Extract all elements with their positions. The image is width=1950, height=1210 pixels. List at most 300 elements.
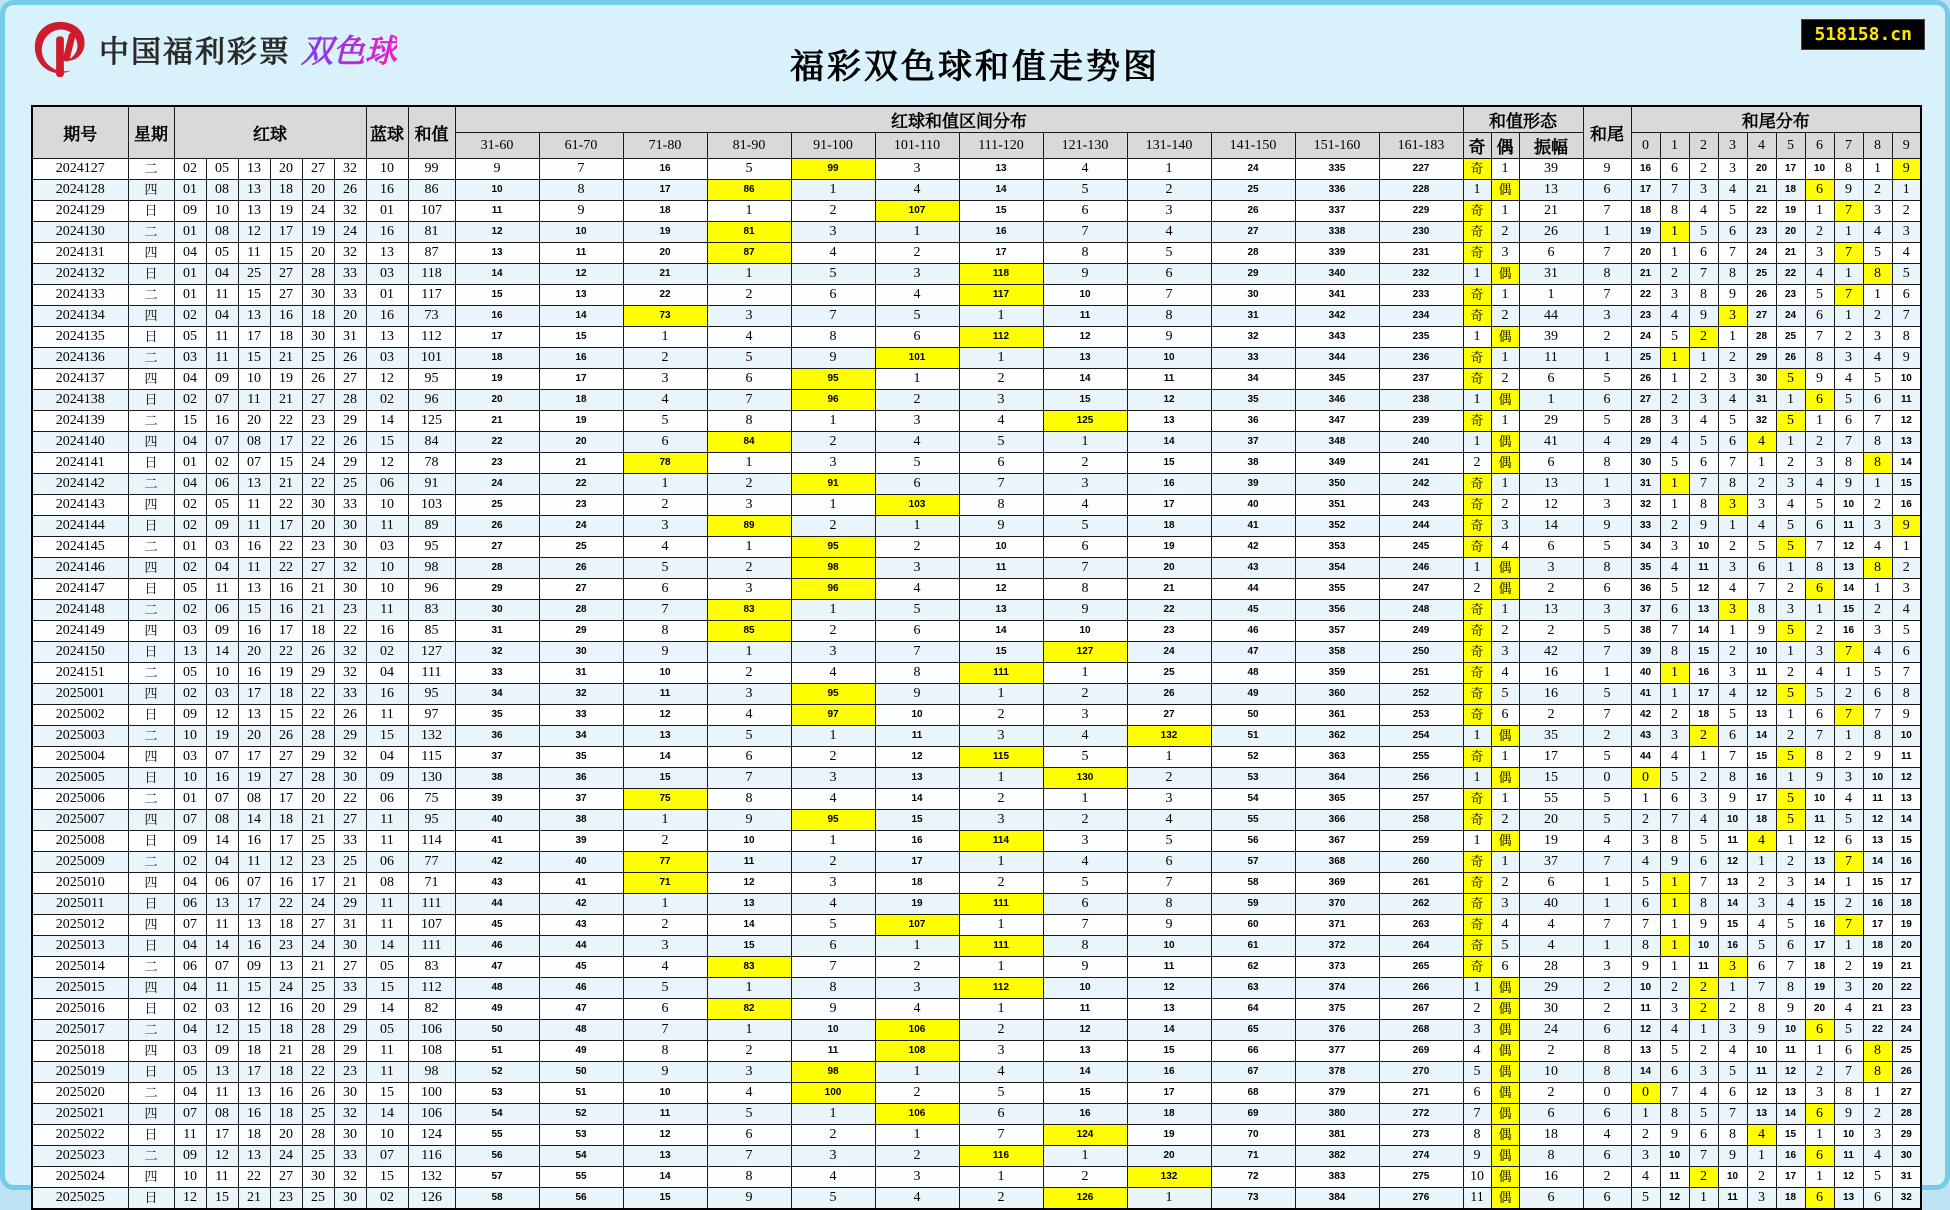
blue-ball-cell: 12 [366,453,408,474]
tail-miss-cell: 4 [1718,180,1747,201]
week-cell: 日 [128,1125,174,1146]
sum-range-miss-cell: 2 [707,663,791,684]
odd-flag-cell: 奇 [1463,285,1491,306]
sum-range-miss-cell: 11 [455,201,539,222]
sum-range-miss-cell: 15 [539,327,623,348]
tail-miss-cell: 23 [1747,222,1776,243]
red-ball-cell: 24 [270,1146,302,1167]
tail-miss-cell: 10 [1747,642,1776,663]
sum-range-hit-cell: 126 [1043,1188,1127,1210]
sum-range-miss-cell: 11 [707,852,791,873]
tail-miss-cell: 19 [1863,957,1892,978]
red-ball-cell: 10 [174,726,206,747]
sum-range-miss-cell: 48 [455,978,539,999]
trend-table [31,105,1922,1210]
sum-range-miss-cell: 359 [1295,663,1379,684]
red-ball-cell: 04 [174,936,206,957]
tail-miss-cell: 22 [1747,201,1776,222]
red-ball-cell: 27 [334,810,366,831]
sum-range-miss-cell: 9 [875,684,959,705]
red-ball-cell: 11 [206,1083,238,1104]
odd-miss-cell: 4 [1463,1041,1491,1062]
tail-miss-cell: 1 [1660,495,1689,516]
odd-flag-cell: 奇 [1463,411,1491,432]
even-flag-cell: 偶 [1491,831,1519,852]
tail-miss-cell: 1 [1805,1167,1834,1188]
sum-range-miss-cell: 46 [1211,621,1295,642]
tail-miss-cell: 5 [1805,684,1834,705]
issue-cell: 2025013 [32,936,128,957]
red-ball-cell: 28 [302,726,334,747]
tail-miss-cell: 9 [1689,915,1718,936]
sum-range-miss-cell: 46 [455,936,539,957]
tail-miss-cell: 25 [1631,348,1660,369]
sum-tail-cell: 2 [1583,327,1631,348]
sum-range-miss-cell: 30 [539,642,623,663]
tail-miss-cell: 9 [1892,348,1921,369]
sum-tail-cell: 1 [1583,663,1631,684]
sum-range-miss-cell: 2 [1043,810,1127,831]
sum-range-miss-cell: 32 [539,684,623,705]
sum-range-miss-cell: 248 [1379,600,1463,621]
sum-range-hit-cell: 95 [791,810,875,831]
issue-cell: 2024131 [32,243,128,264]
blue-ball-cell: 14 [366,411,408,432]
table-row [32,768,1921,789]
sum-range-miss-cell: 32 [455,642,539,663]
col-header-blue-ball: 蓝球 [366,106,408,159]
sum-range-miss-cell: 1 [707,453,791,474]
tail-miss-cell: 8 [1834,1083,1863,1104]
odd-flag-cell: 奇 [1463,495,1491,516]
red-ball-cell: 05 [206,159,238,180]
sum-range-miss-cell: 34 [539,726,623,747]
sum-range-miss-cell: 48 [1211,663,1295,684]
sum-cell: 125 [408,411,455,432]
issue-cell: 2025007 [32,810,128,831]
sum-range-miss-cell: 10 [455,180,539,201]
sum-range-miss-cell: 22 [623,285,707,306]
issue-cell: 2025023 [32,1146,128,1167]
sum-range-miss-cell: 33 [455,663,539,684]
tail-miss-cell: 9 [1718,1146,1747,1167]
red-ball-cell: 13 [238,201,270,222]
tail-hit-cell: 3 [1718,495,1747,516]
tail-miss-cell: 14 [1689,621,1718,642]
sum-range-miss-cell: 8 [791,978,875,999]
tail-miss-cell: 4 [1660,1020,1689,1041]
amplitude-cell: 30 [1519,999,1583,1020]
even-flag-cell: 偶 [1491,1041,1519,1062]
sum-range-miss-cell: 6 [707,747,791,768]
week-cell: 四 [128,558,174,579]
col-header-odd: 奇 [1463,133,1491,159]
even-flag-cell: 偶 [1491,453,1519,474]
tail-miss-cell: 3 [1834,768,1863,789]
red-ball-cell: 16 [238,621,270,642]
col-header-tail-digit: 2 [1689,133,1718,159]
sum-range-miss-cell: 61 [1211,936,1295,957]
sum-range-miss-cell: 69 [1211,1104,1295,1125]
sum-range-miss-cell: 58 [455,1188,539,1210]
sum-tail-cell: 1 [1583,873,1631,894]
red-ball-cell: 26 [302,369,334,390]
red-ball-cell: 17 [238,684,270,705]
sum-range-miss-cell: 16 [455,306,539,327]
red-ball-cell: 17 [270,432,302,453]
tail-miss-cell: 2 [1805,222,1834,243]
sum-cell: 106 [408,1020,455,1041]
sum-tail-cell: 7 [1583,915,1631,936]
sum-range-miss-cell: 335 [1295,159,1379,180]
sum-tail-cell: 5 [1583,621,1631,642]
sum-range-miss-cell: 17 [623,180,707,201]
red-ball-cell: 23 [302,411,334,432]
sum-tail-cell: 3 [1583,957,1631,978]
red-ball-cell: 15 [238,1020,270,1041]
week-cell: 四 [128,495,174,516]
sum-range-miss-cell: 8 [959,495,1043,516]
tail-miss-cell: 3 [1834,348,1863,369]
red-ball-cell: 33 [334,978,366,999]
red-ball-cell: 06 [174,957,206,978]
sum-range-miss-cell: 266 [1379,978,1463,999]
sum-range-miss-cell: 5 [707,1104,791,1125]
tail-miss-cell: 5 [1689,1104,1718,1125]
sum-range-miss-cell: 60 [1211,915,1295,936]
red-ball-cell: 25 [238,264,270,285]
amplitude-cell: 17 [1519,747,1583,768]
tail-hit-cell: 9 [1892,159,1921,180]
tail-miss-cell: 27 [1892,1083,1921,1104]
tail-miss-cell: 3 [1892,222,1921,243]
week-cell: 四 [128,684,174,705]
table-row [32,810,1921,831]
table-row [32,1146,1921,1167]
tail-miss-cell: 5 [1863,243,1892,264]
tail-miss-cell: 14 [1892,453,1921,474]
week-cell: 日 [128,894,174,915]
tail-hit-cell: 1 [1660,873,1689,894]
tail-miss-cell: 11 [1834,1146,1863,1167]
odd-flag-cell: 奇 [1463,621,1491,642]
tail-miss-cell: 6 [1689,1125,1718,1146]
red-ball-cell: 29 [334,894,366,915]
sum-range-miss-cell: 4 [875,180,959,201]
tail-hit-cell: 2 [1689,999,1718,1020]
tail-miss-cell: 13 [1863,831,1892,852]
sum-range-miss-cell: 341 [1295,285,1379,306]
sum-range-miss-cell: 1 [1043,1146,1127,1167]
sum-range-miss-cell: 258 [1379,810,1463,831]
sum-range-miss-cell: 3 [791,222,875,243]
issue-cell: 2025010 [32,873,128,894]
issue-cell: 2025005 [32,768,128,789]
red-ball-cell: 24 [302,936,334,957]
blue-ball-cell: 16 [366,684,408,705]
blue-ball-cell: 16 [366,222,408,243]
sum-range-miss-cell: 9 [1043,600,1127,621]
tail-miss-cell: 3 [1776,873,1805,894]
sum-cell: 111 [408,663,455,684]
sum-range-miss-cell: 3 [1127,789,1211,810]
sum-range-miss-cell: 11 [1043,999,1127,1020]
tail-miss-cell: 10 [1689,537,1718,558]
red-ball-cell: 16 [238,663,270,684]
tail-miss-cell: 21 [1892,957,1921,978]
tail-miss-cell: 5 [1805,495,1834,516]
sum-cell: 117 [408,285,455,306]
sum-range-miss-cell: 19 [1127,537,1211,558]
tail-miss-cell: 1 [1776,390,1805,411]
sum-range-miss-cell: 18 [539,390,623,411]
sum-range-miss-cell: 14 [707,915,791,936]
tail-hit-cell: 1 [1660,936,1689,957]
sum-range-miss-cell: 1 [959,1167,1043,1188]
sum-range-miss-cell: 381 [1295,1125,1379,1146]
tail-miss-cell: 32 [1747,411,1776,432]
sum-tail-cell: 0 [1583,768,1631,789]
sum-range-miss-cell: 15 [959,201,1043,222]
tail-miss-cell: 4 [1776,894,1805,915]
sum-range-hit-cell: 111 [959,894,1043,915]
col-header-range: 31-60 [455,133,539,159]
red-ball-cell: 13 [238,1146,270,1167]
amplitude-cell: 6 [1519,537,1583,558]
sum-range-miss-cell: 9 [539,201,623,222]
blue-ball-cell: 11 [366,894,408,915]
sum-range-miss-cell: 238 [1379,390,1463,411]
tail-miss-cell: 4 [1863,1146,1892,1167]
tail-miss-cell: 12 [1805,831,1834,852]
tail-miss-cell: 3 [1747,1188,1776,1210]
sum-range-miss-cell: 41 [455,831,539,852]
sum-range-miss-cell: 10 [539,222,623,243]
odd-miss-cell: 5 [1463,1062,1491,1083]
issue-cell: 2025006 [32,789,128,810]
red-ball-cell: 08 [206,180,238,201]
table-row [32,348,1921,369]
sum-range-miss-cell: 9 [959,516,1043,537]
sum-range-miss-cell: 18 [623,201,707,222]
sum-range-miss-cell: 53 [539,1125,623,1146]
sum-range-miss-cell: 16 [1127,474,1211,495]
sum-range-miss-cell: 42 [539,894,623,915]
red-ball-cell: 24 [302,453,334,474]
table-row [32,1104,1921,1125]
even-miss-cell: 2 [1491,222,1519,243]
sum-range-miss-cell: 7 [1127,873,1211,894]
sum-tail-cell: 5 [1583,789,1631,810]
tail-miss-cell: 11 [1689,558,1718,579]
red-ball-cell: 08 [238,789,270,810]
table-row [32,369,1921,390]
tail-miss-cell: 6 [1863,1188,1892,1210]
sum-range-miss-cell: 25 [455,495,539,516]
red-ball-cell: 03 [206,537,238,558]
red-ball-cell: 13 [238,1083,270,1104]
tail-miss-cell: 8 [1805,348,1834,369]
sum-range-miss-cell: 6 [875,327,959,348]
blue-ball-cell: 16 [366,306,408,327]
sum-range-miss-cell: 1 [875,222,959,243]
site-badge[interactable]: 518158.cn [1801,19,1925,50]
week-cell: 日 [128,831,174,852]
sum-range-miss-cell: 2 [623,348,707,369]
sum-cell: 86 [408,180,455,201]
tail-miss-cell: 32 [1631,495,1660,516]
red-ball-cell: 31 [334,915,366,936]
sum-range-miss-cell: 1 [1127,159,1211,180]
tail-miss-cell: 6 [1631,894,1660,915]
red-ball-cell: 21 [334,873,366,894]
sum-range-miss-cell: 1 [707,978,791,999]
col-header-tail-digit: 6 [1805,133,1834,159]
even-miss-cell: 6 [1491,705,1519,726]
issue-cell: 2024129 [32,201,128,222]
odd-miss-cell: 6 [1463,1083,1491,1104]
sum-range-miss-cell: 64 [1211,999,1295,1020]
sum-range-miss-cell: 7 [959,1125,1043,1146]
sum-range-miss-cell: 55 [455,1125,539,1146]
sum-range-miss-cell: 231 [1379,243,1463,264]
sum-range-miss-cell: 37 [539,789,623,810]
tail-miss-cell: 5 [1892,264,1921,285]
sum-range-miss-cell: 1 [707,264,791,285]
table-row [32,1062,1921,1083]
sum-range-miss-cell: 2 [875,1083,959,1104]
sum-range-miss-cell: 16 [875,831,959,852]
sum-range-miss-cell: 14 [875,789,959,810]
sum-range-miss-cell: 13 [1043,1041,1127,1062]
red-ball-cell: 29 [334,1020,366,1041]
col-header-range: 121-130 [1043,133,1127,159]
sum-range-hit-cell: 115 [959,747,1043,768]
sum-range-miss-cell: 233 [1379,285,1463,306]
sum-range-miss-cell: 4 [707,1083,791,1104]
tail-miss-cell: 35 [1631,558,1660,579]
sum-range-miss-cell: 5 [1127,243,1211,264]
amplitude-cell: 40 [1519,894,1583,915]
sum-range-miss-cell: 8 [707,411,791,432]
sum-range-miss-cell: 50 [1211,705,1295,726]
issue-cell: 2024140 [32,432,128,453]
tail-miss-cell: 2 [1660,978,1689,999]
sum-range-miss-cell: 18 [1127,1104,1211,1125]
week-cell: 日 [128,642,174,663]
col-header-sum: 和值 [408,106,455,159]
red-ball-cell: 23 [270,936,302,957]
sum-range-miss-cell: 4 [875,432,959,453]
sum-range-miss-cell: 8 [1127,894,1211,915]
tail-miss-cell: 6 [1834,1041,1863,1062]
odd-flag-cell: 奇 [1463,705,1491,726]
sum-range-miss-cell: 44 [539,936,623,957]
amplitude-cell: 29 [1519,411,1583,432]
odd-flag-cell: 奇 [1463,348,1491,369]
sum-range-hit-cell: 83 [707,600,791,621]
red-ball-cell: 30 [334,1125,366,1146]
sum-range-miss-cell: 268 [1379,1020,1463,1041]
sum-range-hit-cell: 81 [707,222,791,243]
sum-range-miss-cell: 4 [1043,726,1127,747]
tail-miss-cell: 16 [1892,495,1921,516]
sum-range-miss-cell: 9 [791,348,875,369]
sum-range-miss-cell: 384 [1295,1188,1379,1210]
col-header-amplitude: 振幅 [1519,133,1583,159]
sum-range-miss-cell: 271 [1379,1083,1463,1104]
sum-range-miss-cell: 15 [455,285,539,306]
odd-flag-cell: 奇 [1463,201,1491,222]
blue-ball-cell: 11 [366,1041,408,1062]
blue-ball-cell: 03 [366,348,408,369]
sum-tail-cell: 2 [1583,999,1631,1020]
tail-miss-cell: 4 [1892,600,1921,621]
tail-miss-cell: 2 [1805,1062,1834,1083]
sum-range-miss-cell: 42 [455,852,539,873]
tail-hit-cell: 7 [1834,915,1863,936]
red-ball-cell: 11 [238,852,270,873]
red-ball-cell: 13 [238,579,270,600]
tail-miss-cell: 31 [1892,1167,1921,1188]
blue-ball-cell: 06 [366,789,408,810]
sum-range-miss-cell: 5 [623,558,707,579]
sum-range-miss-cell: 11 [623,684,707,705]
blue-ball-cell: 05 [366,957,408,978]
sum-range-miss-cell: 8 [707,1167,791,1188]
red-ball-cell: 05 [174,1062,206,1083]
red-ball-cell: 13 [270,957,302,978]
sum-range-miss-cell: 35 [539,747,623,768]
red-ball-cell: 03 [206,999,238,1020]
red-ball-cell: 09 [206,369,238,390]
tail-miss-cell: 17 [1747,789,1776,810]
sum-range-miss-cell: 57 [455,1167,539,1188]
sum-range-miss-cell: 6 [1127,264,1211,285]
sum-cell: 84 [408,432,455,453]
tail-miss-cell: 12 [1689,579,1718,600]
sum-range-miss-cell: 3 [623,936,707,957]
sum-range-miss-cell: 6 [1127,852,1211,873]
week-cell: 二 [128,663,174,684]
red-ball-cell: 28 [302,1041,334,1062]
sum-range-miss-cell: 20 [539,432,623,453]
red-ball-cell: 16 [238,1104,270,1125]
red-ball-cell: 26 [302,1083,334,1104]
red-ball-cell: 20 [334,306,366,327]
tail-hit-cell: 7 [1834,201,1863,222]
sum-range-miss-cell: 15 [1127,453,1211,474]
tail-miss-cell: 3 [1863,621,1892,642]
tail-hit-cell: 3 [1718,600,1747,621]
tail-miss-cell: 3 [1718,369,1747,390]
blue-ball-cell: 12 [366,369,408,390]
red-ball-cell: 17 [270,831,302,852]
sum-range-miss-cell: 12 [707,873,791,894]
tail-hit-cell: 3 [1718,306,1747,327]
tail-miss-cell: 4 [1747,516,1776,537]
tail-miss-cell: 1 [1660,369,1689,390]
red-ball-cell: 08 [206,810,238,831]
tail-miss-cell: 1 [1718,978,1747,999]
red-ball-cell: 21 [302,810,334,831]
tail-miss-cell: 4 [1718,390,1747,411]
sum-range-miss-cell: 44 [455,894,539,915]
issue-cell: 2024127 [32,159,128,180]
sum-range-miss-cell: 8 [1043,243,1127,264]
red-ball-cell: 04 [174,369,206,390]
tail-miss-cell: 7 [1660,1083,1689,1104]
